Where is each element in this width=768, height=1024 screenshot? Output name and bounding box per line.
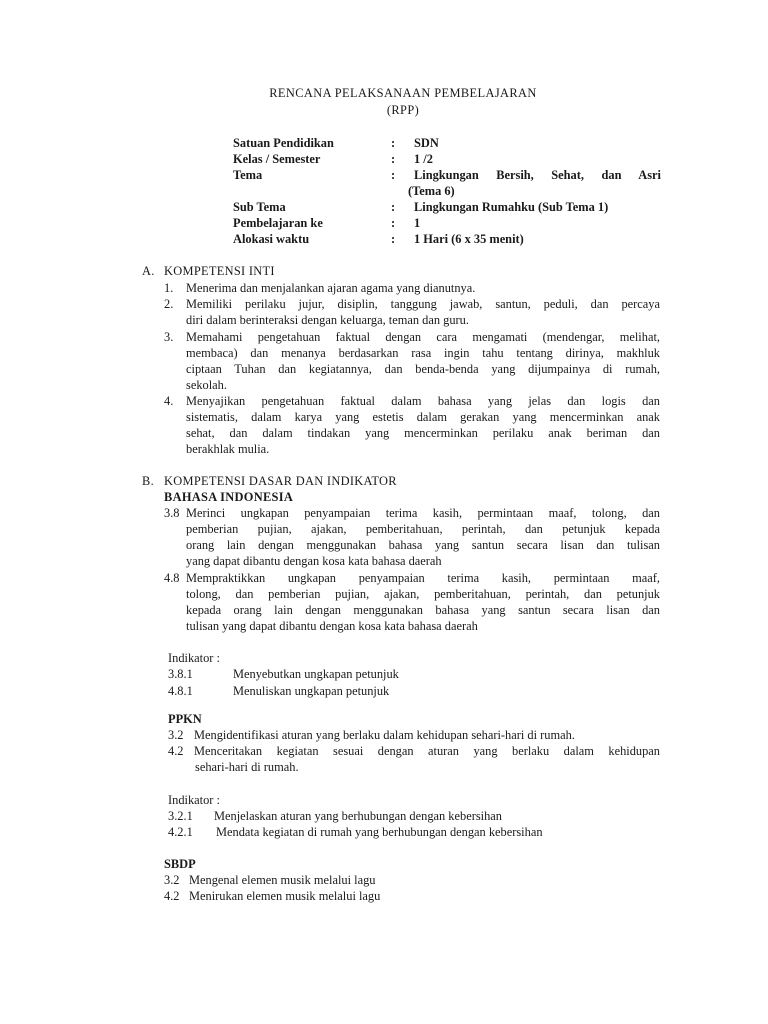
indikator-text: Mendata kegiatan di rumah yang berhubungan dengan kebersihan — [216, 825, 543, 839]
kd-text: tulisan yang dapat dibantu dengan kosa kata bahasa daerah — [186, 619, 478, 633]
kd-number: 3.8 — [164, 506, 180, 520]
kd-text: kepada orang lain dengan menggunakan bahasa yang santun secara lisan dan — [186, 603, 660, 617]
indikator-text: Menjelaskan aturan yang berhubungan dengan kebersihan — [214, 809, 502, 823]
identity-value-continued: (Tema 6) — [408, 184, 455, 198]
list-number: 2. — [164, 297, 174, 311]
list-item-text: membaca) dan menanya berdasarkan rasa ingin tahu tentang dirinya, makhluk — [186, 346, 660, 360]
list-number: 4. — [164, 394, 174, 408]
document-subtitle: (RPP) — [386, 103, 420, 117]
kd-text: Menceritakan kegiatan sesuai dengan aturan yang berlaku dalam kehidupan — [194, 744, 660, 758]
list-item-text: diri dalam berinteraksi dengan keluarga, teman dan guru. — [186, 313, 469, 327]
kd-text: yang dapat dibantu dengan kosa kata bahasa daerah — [186, 554, 442, 568]
identity-colon: : — [391, 136, 396, 150]
identity-colon: : — [391, 200, 396, 214]
list-item-text: Menyajikan pengetahuan faktual dalam bahasa yang jelas dan logis dan — [186, 394, 660, 408]
kd-text: Mengenal elemen musik melalui lagu — [189, 873, 376, 887]
list-item-text: sehat, dan dalam tindakan yang mencerminkan perilaku anak beriman dan — [186, 426, 660, 440]
section-letter: B. — [142, 474, 154, 488]
kd-text: orang lain dengan menggunakan bahasa yang santun secara lisan dan tulisan — [186, 538, 660, 552]
list-item-text: berakhlak mulia. — [186, 442, 270, 456]
kd-number: 3.2 — [164, 873, 180, 887]
indikator-label: Indikator : — [168, 651, 220, 665]
identity-label: Sub Tema — [233, 200, 286, 214]
list-item-text: Memiliki perilaku jujur, disiplin, tanggung jawab, santun, peduli, dan percaya — [186, 297, 660, 311]
indikator-text: Menuliskan ungkapan petunjuk — [233, 684, 390, 698]
kd-text: sehari-hari di rumah. — [195, 760, 299, 774]
kd-number: 4.2 — [168, 744, 184, 758]
identity-colon: : — [391, 168, 396, 182]
kd-text: Mengidentifikasi aturan yang berlaku dalam kehidupan sehari-hari di rumah. — [194, 728, 575, 742]
identity-label: Pembelajaran ke — [233, 216, 323, 230]
kd-number: 4.2 — [164, 889, 180, 903]
identity-value: 1 Hari (6 x 35 menit) — [414, 232, 524, 246]
list-item-text: Menerima dan menjalankan ajaran agama yang dianutnya. — [186, 281, 476, 295]
list-number: 1. — [164, 281, 174, 295]
subject-heading-ppkn: PPKN — [168, 712, 202, 726]
kd-number: 4.8 — [164, 571, 180, 585]
identity-colon: : — [391, 232, 396, 246]
indikator-label: Indikator : — [168, 793, 220, 807]
kd-text: pemberian pujian, ajakan, pemberitahuan, perintah, dan petunjuk kepada — [186, 522, 660, 536]
indikator-text: Menyebutkan ungkapan petunjuk — [233, 667, 399, 681]
kd-number: 3.2 — [168, 728, 184, 742]
section-heading: KOMPETENSI DASAR DAN INDIKATOR — [164, 474, 397, 488]
subject-heading-bahasa: BAHASA INDONESIA — [164, 490, 294, 504]
kd-text: Merinci ungkapan penyampaian terima kasih, permintaan maaf, tolong, dan — [186, 506, 660, 520]
identity-value: Lingkungan Bersih, Sehat, dan Asri — [414, 168, 661, 182]
identity-colon: : — [391, 152, 396, 166]
section-heading: KOMPETENSI INTI — [164, 264, 275, 278]
identity-value: SDN — [414, 136, 439, 150]
list-item-text: sekolah. — [186, 378, 227, 392]
section-letter: A. — [142, 264, 155, 278]
kd-text: Menirukan elemen musik melalui lagu — [189, 889, 381, 903]
indikator-number: 4.8.1 — [168, 684, 193, 698]
indikator-number: 4.2.1 — [168, 825, 193, 839]
identity-label: Alokasi waktu — [233, 232, 310, 246]
list-number: 3. — [164, 330, 174, 344]
document-title: RENCANA PELAKSANAAN PEMBELAJARAN — [269, 86, 537, 100]
indikator-number: 3.2.1 — [168, 809, 193, 823]
list-item-text: sistematis, dalam karya yang estetis dalam gerakan yang mencerminkan anak — [186, 410, 660, 424]
kd-text: Mempraktikkan ungkapan penyampaian terima kasih, permintaan maaf, — [186, 571, 660, 585]
list-item-text: Memahami pengetahuan faktual dengan cara mengamati (mendengar, melihat, — [186, 330, 660, 344]
kd-text: tolong, dan pemberian pujian, ajakan, pemberitahuan, perintah, dan petunjuk — [186, 587, 660, 601]
identity-value: Lingkungan Rumahku (Sub Tema 1) — [414, 200, 609, 214]
identity-value: 1 — [414, 216, 421, 230]
identity-colon: : — [391, 216, 396, 230]
identity-label: Satuan Pendidikan — [233, 136, 334, 150]
list-item-text: ciptaan Tuhan dan kegiatannya, dan benda-benda yang dijumpainya di rumah, — [186, 362, 660, 376]
identity-label: Kelas / Semester — [233, 152, 321, 166]
subject-heading-sbdp: SBDP — [164, 857, 196, 871]
indikator-number: 3.8.1 — [168, 667, 193, 681]
identity-value: 1 /2 — [414, 152, 433, 166]
identity-label: Tema — [233, 168, 263, 182]
